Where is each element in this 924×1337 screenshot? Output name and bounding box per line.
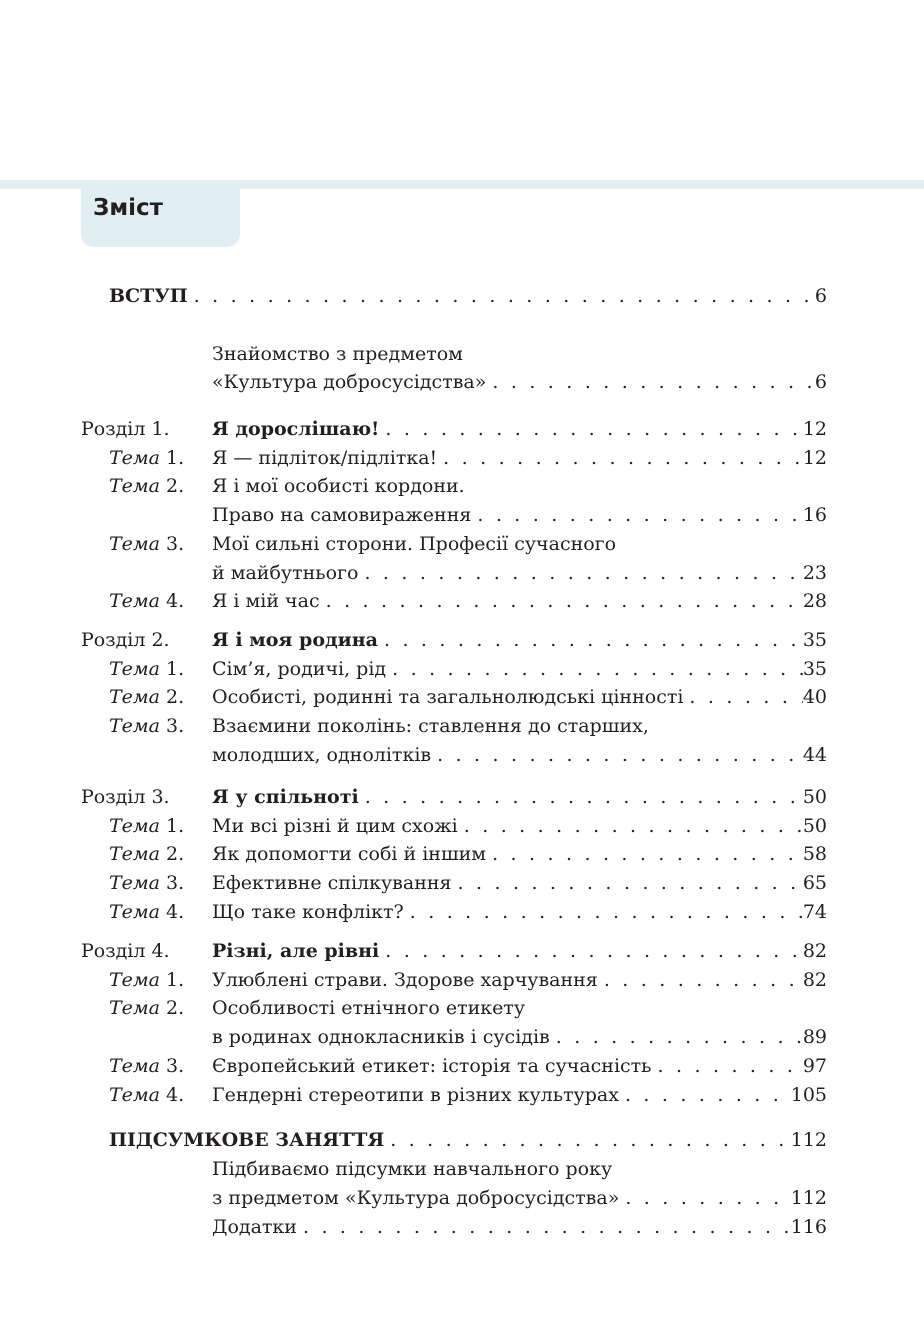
entry-title-line: Взаємини поколінь: ставлення до старших,	[212, 715, 649, 738]
dot-leader	[652, 1052, 803, 1081]
topic-prefix: Тема	[109, 843, 160, 866]
dot-leader	[683, 683, 802, 712]
topic-prefix: Тема	[109, 715, 160, 738]
section-entry	[212, 783, 827, 812]
entry-title: ВСТУП	[109, 285, 188, 307]
entry-title: Я і мій час	[212, 590, 320, 613]
section-label: Розділ 3.	[81, 786, 170, 808]
dot-leader	[471, 501, 802, 530]
topic-label	[109, 1081, 184, 1110]
topic-label	[109, 472, 184, 501]
entry-title: й майбутнього	[212, 561, 359, 584]
topic-prefix: Тема	[109, 446, 160, 469]
topic-number: 4.	[166, 900, 185, 923]
topic-label	[109, 1052, 184, 1081]
dot-leader	[619, 1184, 790, 1213]
page-number: 58	[802, 843, 827, 866]
section-entry	[212, 415, 827, 444]
topic-entry	[212, 559, 827, 588]
entry-title: Я і моя родина	[212, 629, 378, 651]
section-label: Розділ 2.	[81, 629, 170, 651]
topic-entry	[212, 812, 827, 841]
entry-title: Різні, але рівні	[212, 940, 380, 962]
topic-label	[109, 869, 184, 898]
topic-prefix: Тема	[109, 686, 160, 709]
page-number: 12	[802, 446, 827, 469]
topic-number: 3.	[166, 872, 185, 895]
topic-prefix: Тема	[109, 968, 160, 991]
topic-entry	[212, 655, 827, 684]
topic-entry	[212, 1023, 827, 1052]
topic-label	[109, 966, 184, 995]
topic-number: 1.	[166, 657, 185, 680]
topic-number: 2.	[166, 997, 185, 1020]
entry-title: Що таке конфлікт?	[212, 900, 404, 923]
page-number: 116	[790, 1216, 827, 1238]
page-number: 97	[802, 1054, 827, 1077]
entry-title-line: Особливості етнічного етикету	[212, 997, 526, 1020]
dot-leader	[619, 1081, 791, 1110]
entry-title: Гендерні стереотипи в різних культурах	[212, 1083, 619, 1106]
entry-title: «Культура добросусідства»	[212, 371, 487, 393]
topic-number: 2.	[166, 843, 185, 866]
page-number: 23	[802, 561, 827, 584]
topic-number: 4.	[166, 590, 185, 613]
topic-label	[109, 712, 184, 741]
page-number: 65	[802, 872, 827, 895]
topic-entry	[212, 741, 827, 770]
page-number: 112	[790, 1187, 827, 1209]
topic-label	[109, 444, 184, 473]
entry-title: в родинах однокласників і сусідів	[212, 1026, 550, 1049]
topic-label	[109, 994, 184, 1023]
dot-leader	[297, 1213, 791, 1242]
dot-leader	[320, 587, 803, 616]
entry-title-line: Знайомство з предметом	[212, 343, 463, 365]
dot-leader	[358, 559, 802, 588]
topic-label	[109, 655, 184, 684]
entry-title: Як допомогти собі й іншим	[212, 843, 487, 866]
dot-leader	[404, 898, 803, 927]
topic-prefix: Тема	[109, 1083, 160, 1106]
dot-leader	[550, 1023, 803, 1052]
topic-entry	[212, 683, 827, 712]
page-number: 12	[802, 418, 827, 440]
topic-prefix: Тема	[109, 872, 160, 895]
entry-title: Я дорослішаю!	[212, 418, 380, 440]
page-number: 105	[790, 1083, 827, 1106]
topic-label	[109, 683, 184, 712]
heading-tab	[81, 180, 240, 247]
dot-leader	[386, 655, 803, 684]
section-entry	[212, 937, 827, 966]
topic-entry	[212, 1081, 827, 1110]
page-number: 16	[802, 504, 827, 527]
page-number: 82	[802, 968, 827, 991]
entry-title: Особисті, родинні та загальнолюдські цінності	[212, 686, 684, 709]
topic-prefix: Тема	[109, 590, 160, 613]
entry-title-line: Я і мої особисті кордони.	[212, 475, 465, 498]
entry-title: Ми всі різні й цим схожі	[212, 814, 458, 837]
dot-leader	[437, 444, 803, 473]
topic-number: 3.	[166, 1054, 185, 1077]
topic-entry	[212, 501, 827, 530]
dot-leader	[486, 840, 803, 869]
entry-title: Я у спільноті	[212, 786, 359, 808]
final-entry	[109, 1126, 827, 1155]
entry-title: Ефективне спілкування	[212, 872, 452, 895]
page-number: 44	[802, 743, 827, 766]
entry-title: молодших, однолітків	[212, 743, 432, 766]
section-label: Розділ 4.	[81, 940, 170, 962]
page-title: Зміст	[93, 195, 163, 221]
dot-leader	[458, 812, 803, 841]
section-entry	[212, 626, 827, 655]
dot-leader	[384, 1126, 791, 1155]
dot-leader	[378, 626, 803, 655]
topic-number: 1.	[166, 814, 185, 837]
topic-number: 1.	[166, 446, 185, 469]
topic-label	[109, 898, 184, 927]
appendix-entry	[212, 1213, 827, 1242]
topic-prefix: Тема	[109, 997, 160, 1020]
topic-entry	[212, 1052, 827, 1081]
entry-title: Європейський етикет: історія та сучасність	[212, 1054, 652, 1077]
topic-entry	[212, 840, 827, 869]
page-number: 74	[802, 900, 827, 923]
entry-title: Додатки	[212, 1216, 297, 1238]
page-number: 6	[814, 285, 827, 307]
page-number: 28	[802, 590, 827, 613]
page-number: 89	[802, 1026, 827, 1049]
page-number: 40	[802, 686, 827, 709]
page-number: 50	[802, 786, 827, 808]
topic-prefix: Тема	[109, 475, 160, 498]
topic-prefix: Тема	[109, 657, 160, 680]
page-number: 82	[802, 940, 827, 962]
dot-leader	[431, 741, 803, 770]
topic-number: 3.	[166, 532, 185, 555]
dot-leader	[188, 282, 815, 311]
topic-prefix: Тема	[109, 814, 160, 837]
dot-leader	[486, 368, 815, 397]
entry-title: Сім’я, родичі, рід	[212, 657, 387, 680]
page-number: 35	[802, 657, 827, 680]
entry-title: ПІДСУМКОВЕ ЗАНЯТТЯ	[109, 1129, 385, 1151]
topic-entry	[212, 869, 827, 898]
topic-entry	[212, 966, 827, 995]
entry-title: з предметом «Культура добросусідства»	[212, 1187, 620, 1209]
topic-number: 2.	[166, 475, 185, 498]
dot-leader	[379, 415, 802, 444]
entry-title: Право на самовираження	[212, 504, 472, 527]
page-number: 50	[802, 814, 827, 837]
intro-entry	[109, 282, 827, 311]
final-sub-entry	[212, 1184, 827, 1213]
page-number: 35	[802, 629, 827, 651]
topic-label	[109, 840, 184, 869]
topic-prefix: Тема	[109, 532, 160, 555]
topic-entry	[212, 898, 827, 927]
topic-label	[109, 530, 184, 559]
entry-title: Я — підліток/підлітка!	[212, 446, 438, 469]
topic-entry	[212, 444, 827, 473]
entry-title-line: Мої сильні сторони. Професії сучасного	[212, 532, 617, 555]
entry-title-line: Підбиваємо підсумки навчального року	[212, 1158, 613, 1180]
topic-number: 1.	[166, 968, 185, 991]
topic-number: 3.	[166, 715, 185, 738]
dot-leader	[452, 869, 803, 898]
topic-prefix: Тема	[109, 900, 160, 923]
topic-entry	[212, 587, 827, 616]
topic-number: 2.	[166, 686, 185, 709]
dot-leader	[598, 966, 803, 995]
intro-sub-entry	[212, 368, 827, 397]
topic-label	[109, 587, 184, 616]
topic-prefix: Тема	[109, 1054, 160, 1077]
section-label: Розділ 1.	[81, 418, 170, 440]
page-number: 6	[814, 371, 827, 393]
topic-number: 4.	[166, 1083, 185, 1106]
entry-title: Улюблені страви. Здорове харчування	[212, 968, 598, 991]
topic-label	[109, 812, 184, 841]
page-number: 112	[790, 1129, 827, 1151]
dot-leader	[379, 937, 803, 966]
dot-leader	[359, 783, 803, 812]
